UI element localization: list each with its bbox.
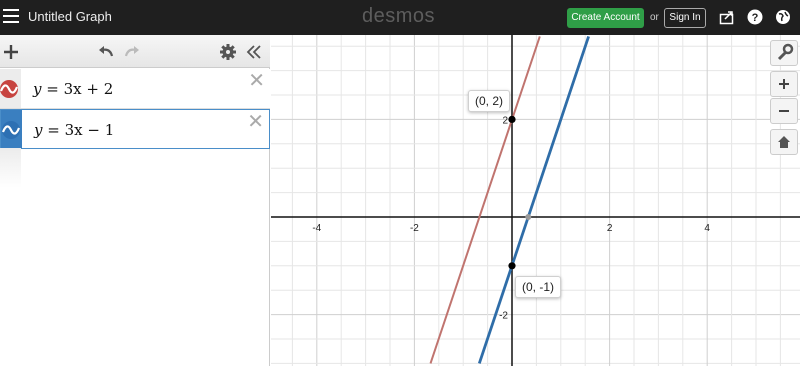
expression-row[interactable] bbox=[0, 69, 270, 109]
expression-rhs: 3x + 2 bbox=[63, 80, 114, 98]
create-account-button[interactable]: Create Account bbox=[567, 8, 644, 28]
expression-color-toggle[interactable] bbox=[1, 110, 22, 148]
point-label[interactable]: (0, 2) bbox=[468, 90, 510, 112]
zoom-in-button[interactable] bbox=[770, 71, 798, 97]
home-icon bbox=[771, 130, 797, 154]
y-tick-label: -2 bbox=[499, 310, 508, 322]
default-viewport-button[interactable] bbox=[770, 129, 798, 155]
x-tick-label: 2 bbox=[606, 223, 613, 234]
plus-icon bbox=[771, 72, 797, 96]
help-icon[interactable] bbox=[747, 9, 763, 25]
point-label[interactable]: (0, -1) bbox=[515, 276, 561, 298]
empty-expression-slot[interactable] bbox=[0, 148, 21, 188]
undo-icon[interactable] bbox=[96, 42, 116, 62]
graph-settings-wrench-icon[interactable] bbox=[770, 40, 798, 66]
expression-row[interactable] bbox=[0, 109, 270, 149]
y-tick-label: 2 bbox=[502, 115, 508, 127]
expression-latex[interactable]: y = 3x − 1 bbox=[34, 121, 115, 139]
menu-icon[interactable] bbox=[3, 9, 19, 25]
graph-title[interactable]: Untitled Graph bbox=[28, 9, 112, 24]
x-tick-label: -4 bbox=[312, 223, 322, 234]
expression-lhs: y bbox=[33, 80, 42, 98]
x-tick-label: -2 bbox=[409, 223, 419, 234]
delete-expression-icon[interactable]: ✕ bbox=[248, 70, 265, 92]
labeled-point bbox=[508, 116, 515, 123]
svg-text:?: ? bbox=[751, 12, 759, 24]
redo-icon[interactable] bbox=[122, 42, 142, 62]
expression-toolbar bbox=[0, 35, 270, 68]
zoom-out-button[interactable] bbox=[770, 98, 798, 124]
delete-expression-icon[interactable]: ✕ bbox=[247, 111, 264, 133]
graph-canvas[interactable] bbox=[271, 35, 800, 366]
x-tick-label: 4 bbox=[704, 223, 710, 234]
sign-in-button[interactable]: Sign In bbox=[664, 8, 706, 28]
expression-color-toggle[interactable] bbox=[0, 69, 21, 108]
collapse-list-icon[interactable] bbox=[244, 42, 264, 62]
share-icon[interactable] bbox=[719, 9, 735, 25]
expression-latex[interactable]: y = 3x + 2 bbox=[33, 80, 114, 98]
x-intercept-point bbox=[525, 214, 531, 220]
wave-icon bbox=[1, 110, 22, 150]
desmos-logo: desmos bbox=[362, 5, 436, 27]
expression-rhs: 3x − 1 bbox=[64, 121, 115, 139]
minus-icon bbox=[771, 99, 797, 123]
expression-lhs: y bbox=[34, 121, 43, 139]
wave-icon bbox=[0, 69, 21, 109]
settings-gear-icon[interactable] bbox=[218, 42, 238, 62]
globe-icon[interactable] bbox=[775, 9, 791, 25]
or-text: or bbox=[650, 12, 659, 23]
expression-list bbox=[0, 35, 270, 366]
graph-paper[interactable] bbox=[271, 35, 800, 366]
wrench-icon bbox=[771, 41, 797, 65]
add-expression-icon[interactable] bbox=[1, 42, 21, 62]
labeled-point bbox=[508, 262, 515, 269]
top-bar bbox=[0, 0, 800, 35]
